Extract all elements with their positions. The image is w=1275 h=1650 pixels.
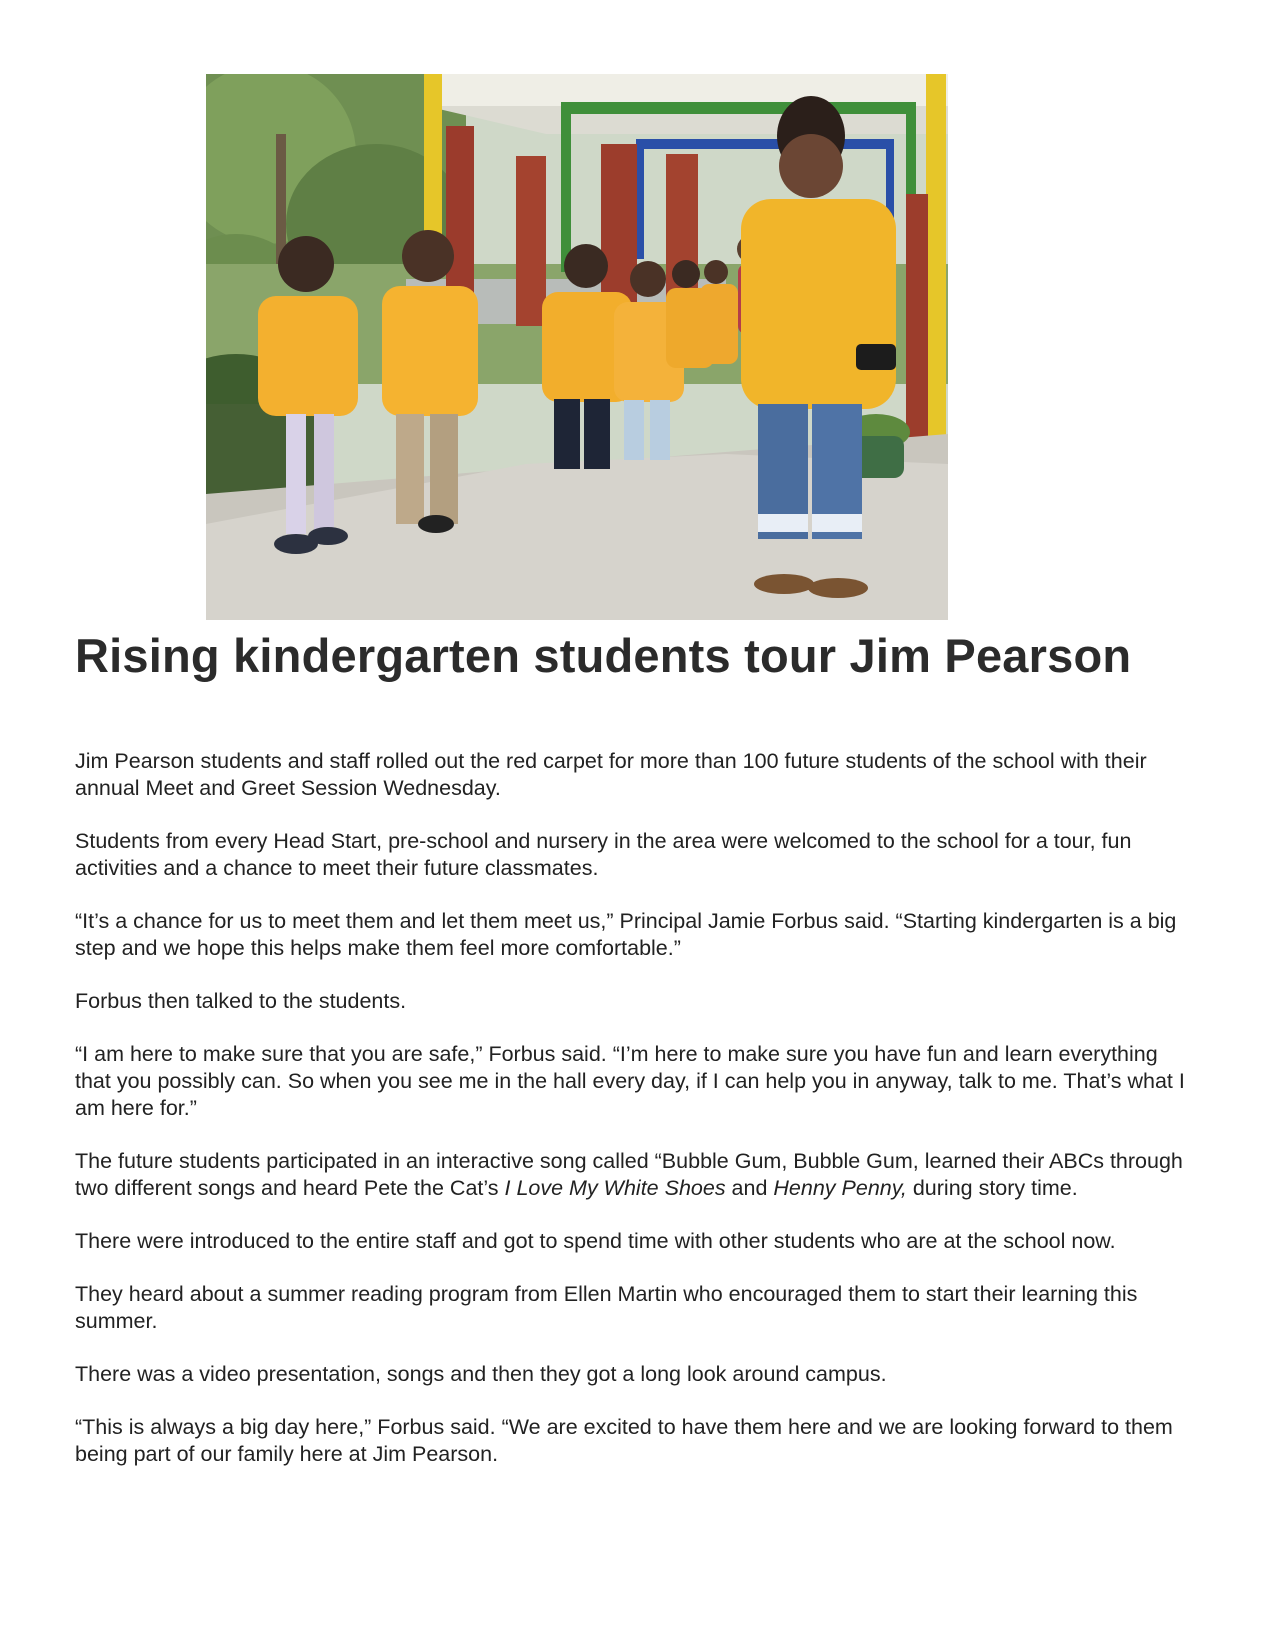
article-body [75,748,1195,1494]
song-text-middle: and [725,1176,774,1200]
song-text-before: The future students participated in an interactive song called “Bubble Gum, Bubble Gum, learned their ABCs through two different songs and heard Pete the Cat’s [75,1149,1183,1200]
paragraph: They heard about a summer reading program from Ellen Martin who encouraged them to start their learning this summer. [75,1282,1138,1333]
article-headline: Rising kindergarten students tour Jim Pearson [75,629,1132,682]
book-title: Henny Penny, [773,1176,907,1200]
paragraph: There were introduced to the entire staff and got to spend time with other students who are at the school now. [75,1229,1116,1253]
paragraph: There was a video presentation, songs and then they got a long look around campus. [75,1362,887,1386]
paragraph: “This is always a big day here,” Forbus said. “We are excited to have them here and we are looking forward to them being part of our family here at Jim Pearson. [75,1415,1173,1466]
song-text-after: during story time. [906,1176,1078,1200]
article-photo [206,74,948,620]
paragraph: “It’s a chance for us to meet them and let them meet us,” Principal Jamie Forbus said. “Starting kindergarten is a big step and we hope this helps make them feel more comfortable.” [75,909,1177,960]
paragraph: Forbus then talked to the students. [75,989,407,1013]
book-title: I Love My White Shoes [504,1176,726,1200]
paragraph: “I am here to make sure that you are safe,” Forbus said. “I’m here to make sure you have fun and learn everything that you possibly can. So when you see me in the hall every day, if I can help you in anyway, talk to me. That’s what I am here for.” [75,1042,1185,1120]
paragraph: Students from every Head Start, pre-school and nursery in the area were welcomed to the school for a tour, fun activities and a chance to meet their future classmates. [75,829,1132,880]
song-paragraph [75,1148,1195,1202]
paragraph: Jim Pearson students and staff rolled out the red carpet for more than 100 future students of the school with their annual Meet and Greet Session Wednesday. [75,749,1147,800]
